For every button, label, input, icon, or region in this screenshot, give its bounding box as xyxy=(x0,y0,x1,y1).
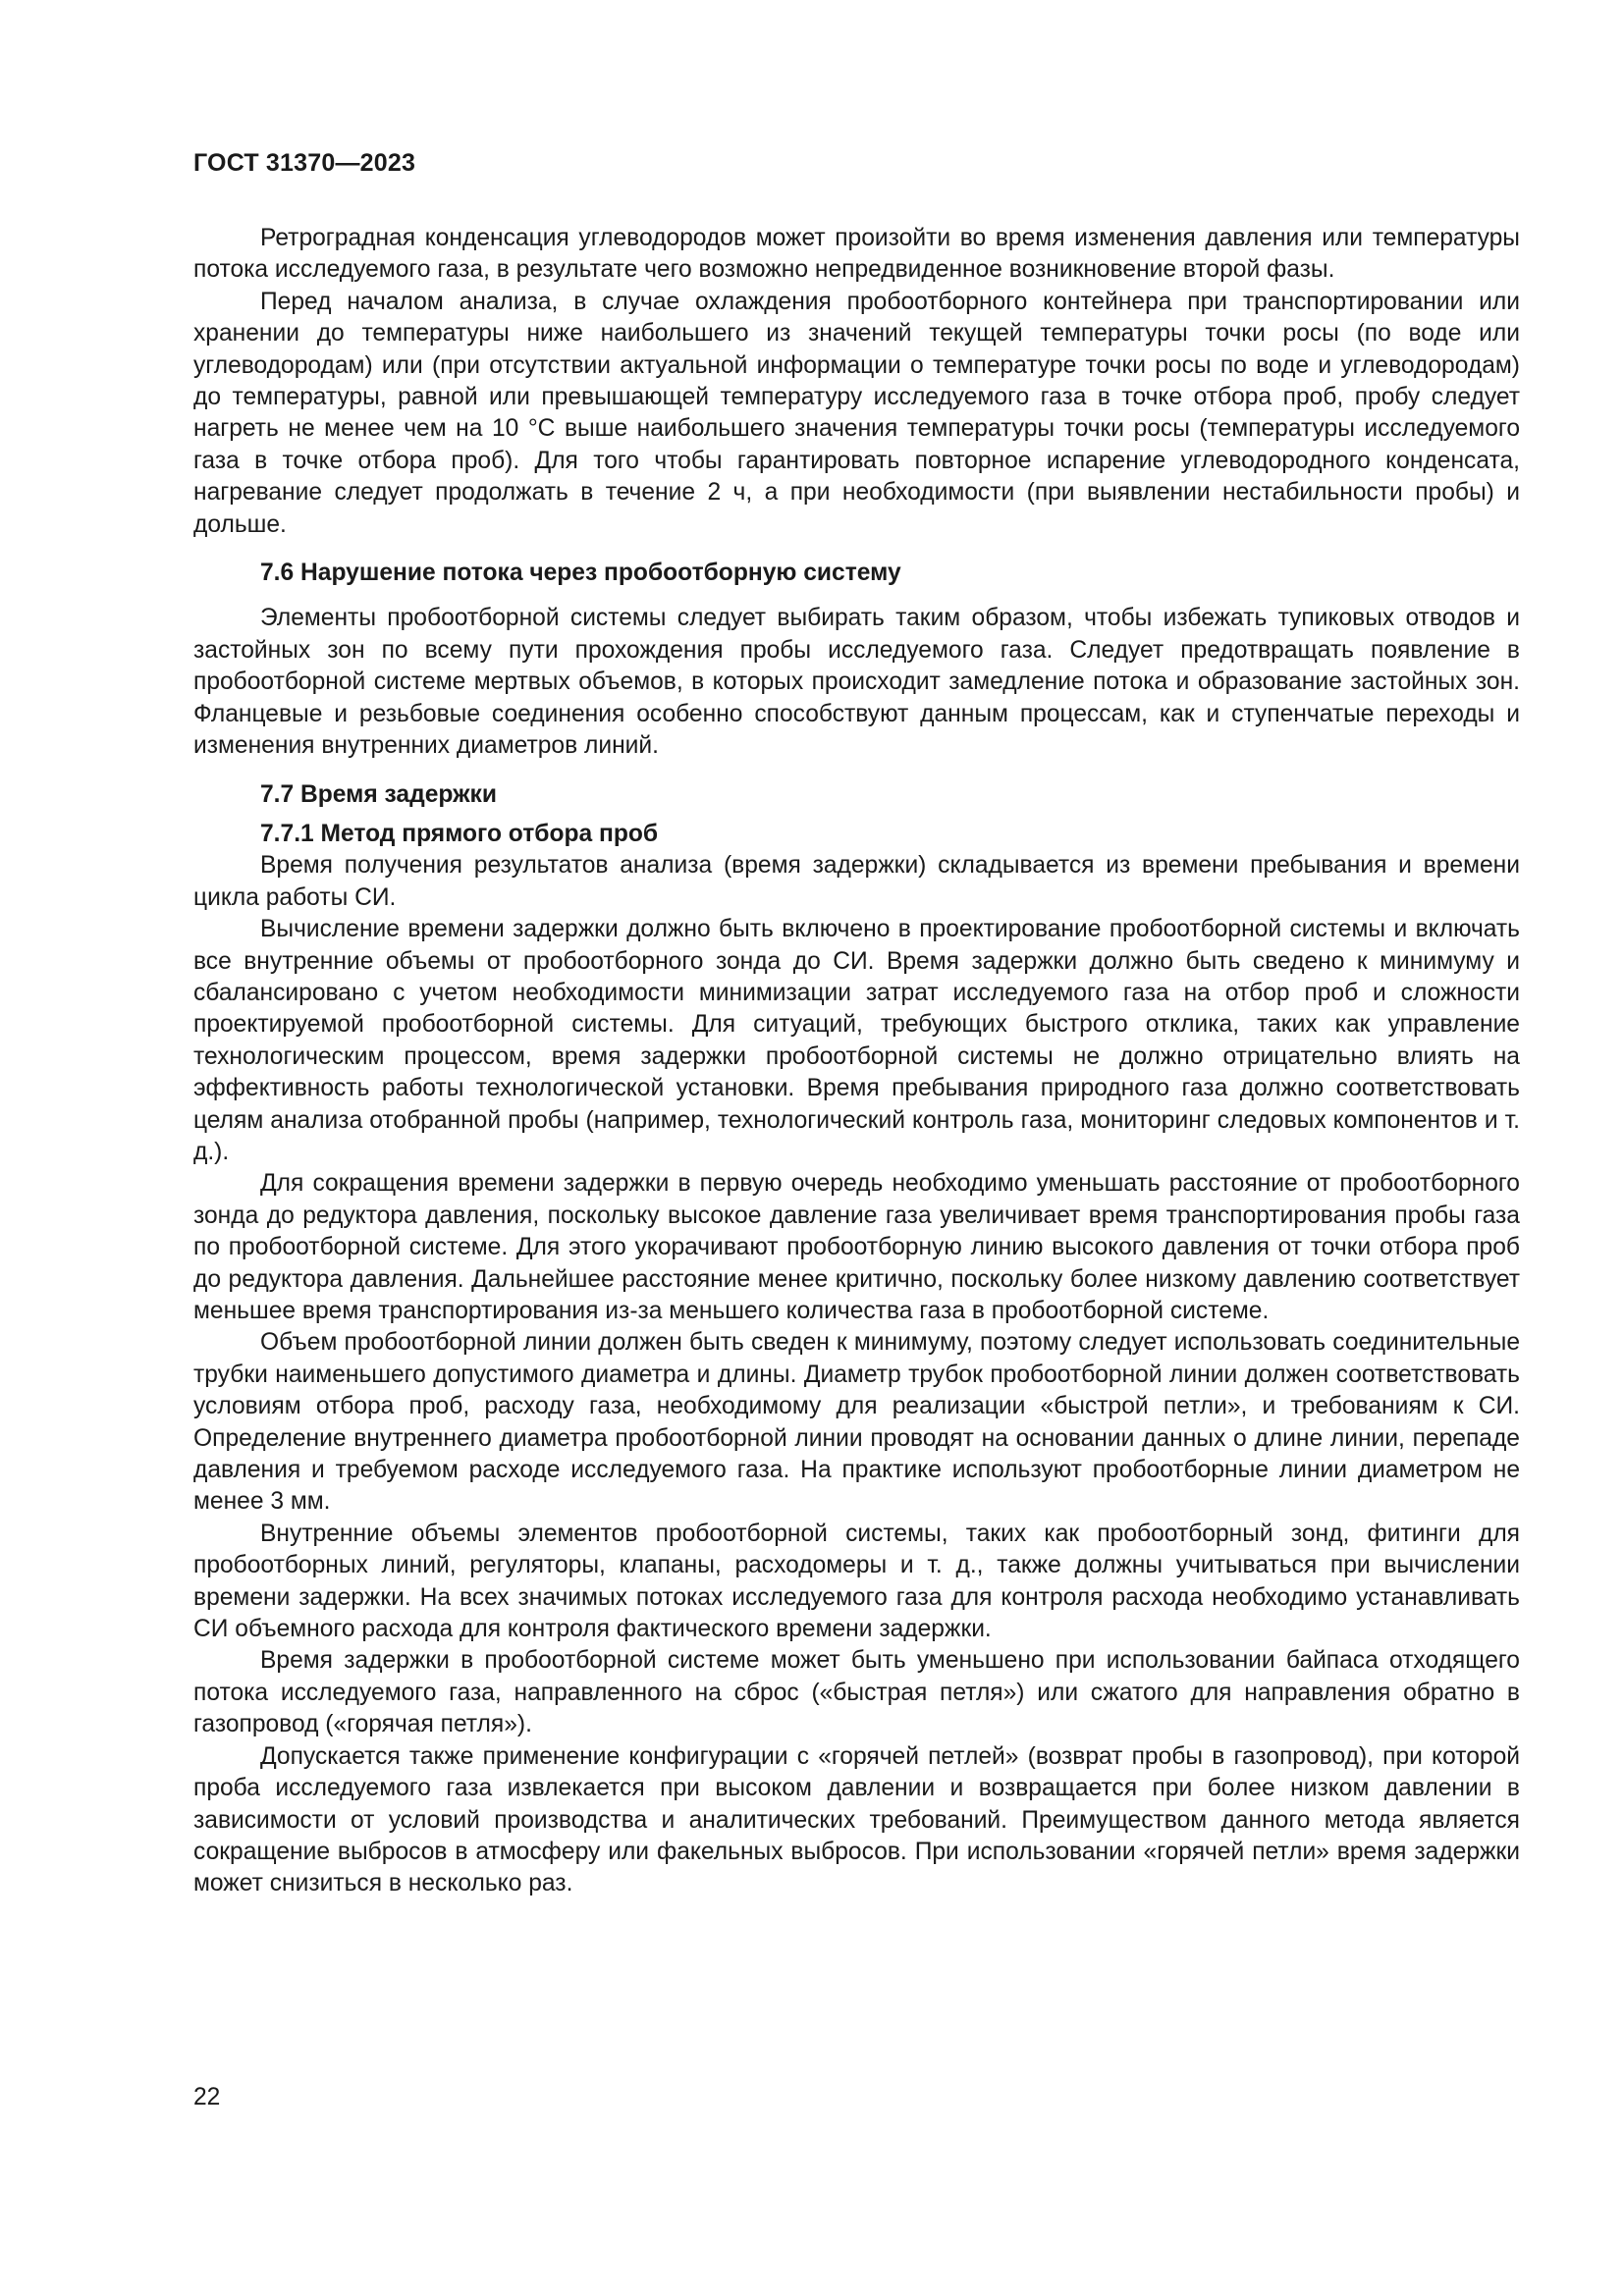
paragraph: Для сокращения времени задержки в первую очередь необходимо уменьшать расстояние от пробоотборного зонда до редуктора давления, поскольку высокое давление газа увеличивает время транспортирования пробы газа по пробоотборной системе. Для этого укорачивают пробоотборную линию высокого давления от точки отбора проб до редуктора давления. Дальнейшее расстояние менее критично, поскольку более низкому давлению соответствует меньшее время транспортирования из-за меньшего количества газа в пробоотборной системе. xyxy=(193,1170,1520,1324)
paragraph: Допускается также применение конфигурации с «горячей петлей» (возврат пробы в газопровод), при которой проба исследуемого газа извлекается при высоком давлении и возвращается при более низком давлении в зависимости от условий производства и аналитических требований. Преимуществом данного метода является сокращение выбросов в атмосферу или факельных выбросов. При использовании «горячей петли» время задержки может снизиться в несколько раз. xyxy=(193,1742,1520,1897)
paragraph: Объем пробоотборной линии должен быть сведен к минимуму, поэтому следует использовать соединительные трубки наименьшего допустимого диаметра и длины. Диаметр трубок пробоотборной линии должен соответствовать условиям отбора проб, расходу газа, необходимому для реализации «быстрой петли», и требованиям к СИ. Определение внутреннего диаметра пробоотборной линии проводят на основании данных о длине линии, перепаде давления и требуемом расходе исследуемого газа. На практике используют пробоотборные линии диаметром не менее 3 мм. xyxy=(193,1329,1520,1516)
document-header: ГОСТ 31370—2023 xyxy=(193,149,416,177)
subsection-heading-7-7-1: 7.7.1 Метод прямого отбора проб xyxy=(260,820,659,847)
paragraph: Перед началом анализа, в случае охлаждения пробоотборного контейнера при транспортировании или хранении до температуры ниже наибольшего из значений текущей температуры точки росы (по воде или углеводородам) или (при отсутствии актуальной информации о температуре точки росы по воде и углеводородам) до температуры, равной или превышающей температуру исследуемого газа в точке отбора проб, пробу следует нагреть не менее чем на 10 °С выше наибольшего значения температуры точки росы (температуры исследуемого газа в точке отбора проб). Для того чтобы гарантировать повторное испарение углеводородного конденсата, нагревание следует продолжать в течение 2 ч, а при необходимости (при выявлении нестабильности пробы) и дольше. xyxy=(193,288,1520,538)
paragraph: Вычисление времени задержки должно быть включено в проектирование пробоотборной системы и включать все внутренние объемы от пробоотборного зонда до СИ. Время задержки должно быть сведено к минимуму и сбалансировано с учетом необходимости минимизации затрат исследуемого газа на отбор проб и сложности проектируемой пробоотборной системы. Для ситуаций, требующих быстрого отклика, таких как управление технологическим процессом, время задержки пробоотборной системы не должно отрицательно влиять на эффективность работы технологической установки. Время пребывания природного газа должно соответствовать целям анализа отобранной пробы (например, технологический контроль газа, мониторинг следовых компонентов и т. д.). xyxy=(193,916,1520,1165)
paragraph: Элементы пробоотборной системы следует выбирать таким образом, чтобы избежать тупиковых отводов и застойных зон по всему пути прохождения пробы исследуемого газа. Следует предотвращать появление в пробоотборной системе мертвых объемов, в которых происходит замедление потока и образование застойных зон. Фланцевые и резьбовые соединения особенно способствуют данным процессам, как и ступенчатые переходы и изменения внутренних диаметров линий. xyxy=(193,605,1520,760)
paragraph: Внутренние объемы элементов пробоотборной системы, таких как пробоотборный зонд, фитинги для пробоотборных линий, регуляторы, клапаны, расходомеры и т. д., также должны учитываться при вычислении времени задержки. На всех значимых потоках исследуемого газа для контроля расхода необходимо устанавливать СИ объемного расхода для контроля фактического времени задержки. xyxy=(193,1520,1520,1643)
paragraph: Ретроградная конденсация углеводородов может произойти во время изменения давления или температуры потока исследуемого газа, в результате чего возможно непредвиденное возникновение второй фазы. xyxy=(193,225,1520,284)
paragraph: Время задержки в пробоотборной системе может быть уменьшено при использовании байпаса отходящего потока исследуемого газа, направленного на сброс («быстрая петля») или сжатого для направления обратно в газопровод («горячая петля»). xyxy=(193,1647,1520,1738)
paragraph: Время получения результатов анализа (время задержки) складывается из времени пребывания и времени цикла работы СИ. xyxy=(193,852,1520,911)
section-heading-7-6: 7.6 Нарушение потока через пробоотборную систему xyxy=(260,560,901,587)
document-body xyxy=(193,223,1520,1900)
section-heading-7-7: 7.7 Время задержки xyxy=(260,780,497,808)
page-number: 22 xyxy=(193,2084,221,2110)
